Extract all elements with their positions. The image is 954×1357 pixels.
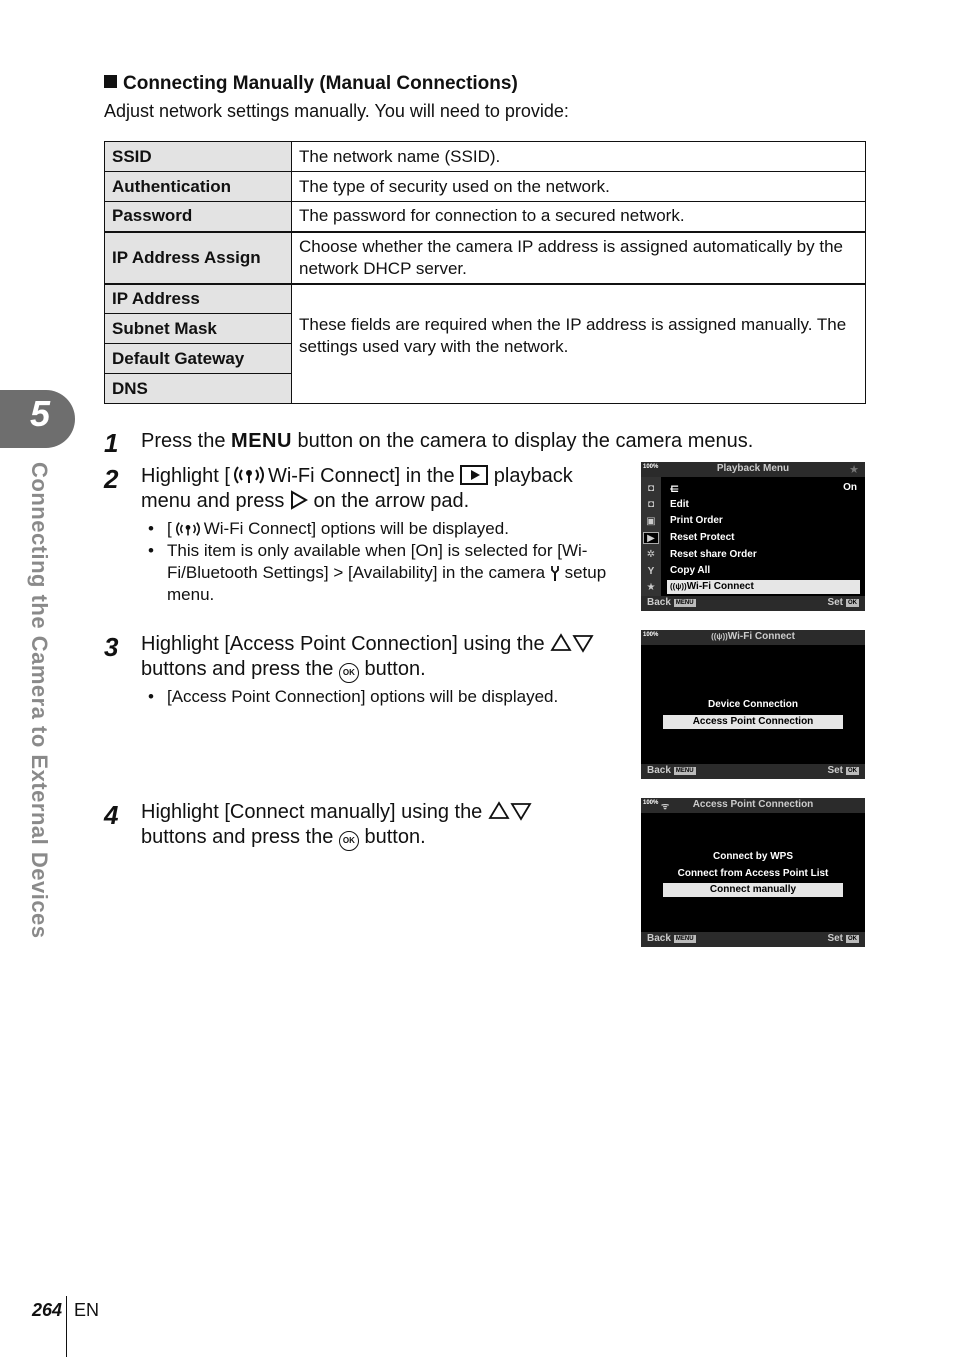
table-row <box>105 202 866 232</box>
star-icon: ★ <box>646 582 656 593</box>
back-hint <box>647 933 696 944</box>
menu-item[interactable]: Device Connection <box>707 699 799 710</box>
step-text-part: Highlight [ <box>141 465 230 487</box>
battery-indicator: 100% <box>643 464 659 470</box>
up-down-arrows-icon <box>550 633 594 653</box>
screen-title: Access Point Connection <box>692 799 814 810</box>
menu-tabs <box>641 477 661 596</box>
table-value: The network name (SSID). <box>292 142 866 172</box>
menu-item[interactable]: Connect from Access Point List <box>677 868 829 879</box>
step-text-part: button. <box>358 826 426 848</box>
set-label: Set <box>827 597 843 608</box>
step-text <box>141 632 631 683</box>
bullet-text: [ <box>167 519 172 538</box>
table-key: Default Gateway <box>105 344 292 374</box>
rotate-icon: ⊏̶ <box>670 483 680 495</box>
camera-screen-access-point <box>641 798 865 947</box>
camera-icon: ◘ <box>647 483 655 494</box>
screen-footer <box>641 764 865 779</box>
wifi-icon <box>172 521 204 537</box>
ok-badge: OK <box>848 768 857 774</box>
table-key: SSID <box>105 142 292 172</box>
menu-item[interactable]: Reset Protect <box>670 532 735 543</box>
step-text-part: Highlight [Access Point Connection] using the <box>141 633 551 655</box>
table-key: IP Address Assign <box>105 232 292 284</box>
menu-item-selected[interactable] <box>667 580 860 594</box>
step-text-part: playback <box>488 465 573 487</box>
step-text-part: on the arrow pad. <box>307 490 470 512</box>
menu-item-selected[interactable]: Connect manually <box>663 883 843 897</box>
menu-item-selected[interactable]: Access Point Connection <box>663 715 843 729</box>
section-heading-text: Connecting Manually (Manual Connections) <box>123 73 518 94</box>
back-hint <box>647 597 696 608</box>
wrench-icon <box>550 565 560 581</box>
set-hint <box>827 933 859 944</box>
screen-footer <box>641 596 865 611</box>
gear-icon: ✲ <box>646 549 656 560</box>
square-bullet-icon <box>104 75 117 88</box>
wrench-icon: Y <box>647 566 655 577</box>
page-number: 264 <box>32 1300 63 1320</box>
menu-button-label: MENU <box>231 430 292 452</box>
bullet-item <box>148 540 618 606</box>
bullet-text: This item is only available when [On] is selected for [Wi-Fi/Bluetooth Settings] > [Availability] in the camera <box>167 541 588 582</box>
table-key: DNS <box>105 374 292 404</box>
menu-item[interactable]: Reset share Order <box>670 549 757 560</box>
menu-item[interactable]: Copy All <box>670 565 711 576</box>
camera-screen-wifi-connect <box>641 630 865 779</box>
set-hint <box>827 765 859 776</box>
back-label: Back <box>647 597 671 608</box>
table-row <box>105 284 866 314</box>
step-text-part: buttons and press the <box>141 658 339 680</box>
menu-badge: MENU <box>675 936 694 942</box>
battery-indicator: 100% <box>643 632 659 638</box>
menu-item[interactable]: Connect by WPS <box>712 851 793 862</box>
set-label: Set <box>827 765 843 776</box>
screen-title-text: Wi-Fi Connect <box>727 631 795 642</box>
menu-item[interactable]: Print Order <box>670 515 723 526</box>
menu-item[interactable]: Edit <box>670 499 689 510</box>
step-text-part: Highlight [Connect manually] using the <box>141 801 488 823</box>
step-text-part: Press the <box>141 430 232 452</box>
step-text <box>141 429 861 454</box>
back-label: Back <box>647 933 671 944</box>
set-hint <box>827 597 859 608</box>
table-row <box>105 172 866 202</box>
step-number: 4 <box>104 800 119 830</box>
screen-title <box>641 631 865 642</box>
section-intro: Adjust network settings manually. You will need to provide: <box>104 101 569 121</box>
bullet-item <box>148 518 618 540</box>
table-value: The type of security used on the network. <box>292 172 866 202</box>
video-icon: ▣ <box>646 516 656 527</box>
back-label: Back <box>647 765 671 776</box>
wifi-icon: ((ψ)) <box>670 582 687 591</box>
step-text-part: button. <box>358 658 426 680</box>
footer-divider <box>66 1296 67 1357</box>
step-text-part: Wi-Fi Connect] in the <box>267 465 461 487</box>
step-text <box>141 800 631 851</box>
step-text-part: button on the camera to display the camera menus. <box>291 430 754 452</box>
step-number: 2 <box>104 464 119 494</box>
menu-badge: MENU <box>675 600 694 606</box>
playback-icon <box>460 465 488 485</box>
screen-footer <box>641 932 865 947</box>
menu-item-label: Wi-Fi Connect <box>686 581 754 592</box>
battery-indicator: 100% <box>643 800 659 806</box>
set-label: Set <box>827 933 843 944</box>
table-value: The password for connection to a secured network. <box>292 202 866 232</box>
bullet-text: Wi-Fi Connect] options will be displayed. <box>203 519 509 538</box>
ok-badge: OK <box>848 936 857 942</box>
language-code: EN <box>74 1300 100 1320</box>
table-row <box>105 142 866 172</box>
table-key: Subnet Mask <box>105 314 292 344</box>
back-hint <box>647 765 696 776</box>
step-text-part: menu and press <box>141 490 290 512</box>
step-number: 1 <box>104 428 119 458</box>
table-key: Authentication <box>105 172 292 202</box>
step-text-part: buttons and press the <box>141 826 339 848</box>
wifi-signal-icon: ᯤ <box>661 801 670 811</box>
screen-title: Playback Menu <box>716 463 790 474</box>
menu-value-on: On <box>843 482 857 493</box>
up-down-arrows-icon <box>488 801 532 821</box>
bullet-item: • [Access Point Connection] options will be displayed. <box>148 686 618 708</box>
table-value: These fields are required when the IP address is assigned manually. The settings used vary with the network. <box>292 284 866 404</box>
table-key: Password <box>105 202 292 232</box>
menu-badge: MENU <box>675 768 694 774</box>
table-row <box>105 232 866 284</box>
step-number: 3 <box>104 632 119 662</box>
section-heading <box>104 73 518 95</box>
wifi-icon <box>230 465 268 485</box>
ok-button-icon: OK <box>339 831 359 851</box>
camera-screen-playback-menu <box>641 462 865 611</box>
arrow-right-icon <box>290 490 308 510</box>
chapter-title: Connecting the Camera to External Devices <box>27 462 52 939</box>
network-settings-table <box>104 141 866 404</box>
ok-badge: OK <box>848 600 857 606</box>
playback-tab-icon[interactable]: ▶ <box>643 532 659 544</box>
bullet-text: setup menu. <box>167 563 607 604</box>
table-value: Choose whether the camera IP address is assigned automatically by the network DHCP server. <box>292 232 866 284</box>
step-text <box>141 464 631 514</box>
step-bullets <box>148 518 618 606</box>
camera-icon: ◘ <box>647 499 655 510</box>
star-icon: ★ <box>849 464 859 476</box>
table-key: IP Address <box>105 284 292 314</box>
chapter-number: 5 <box>30 393 51 434</box>
step-bullets <box>148 686 618 708</box>
wifi-icon: ((ψ)) <box>711 632 728 641</box>
ok-button-icon: OK <box>339 663 359 683</box>
